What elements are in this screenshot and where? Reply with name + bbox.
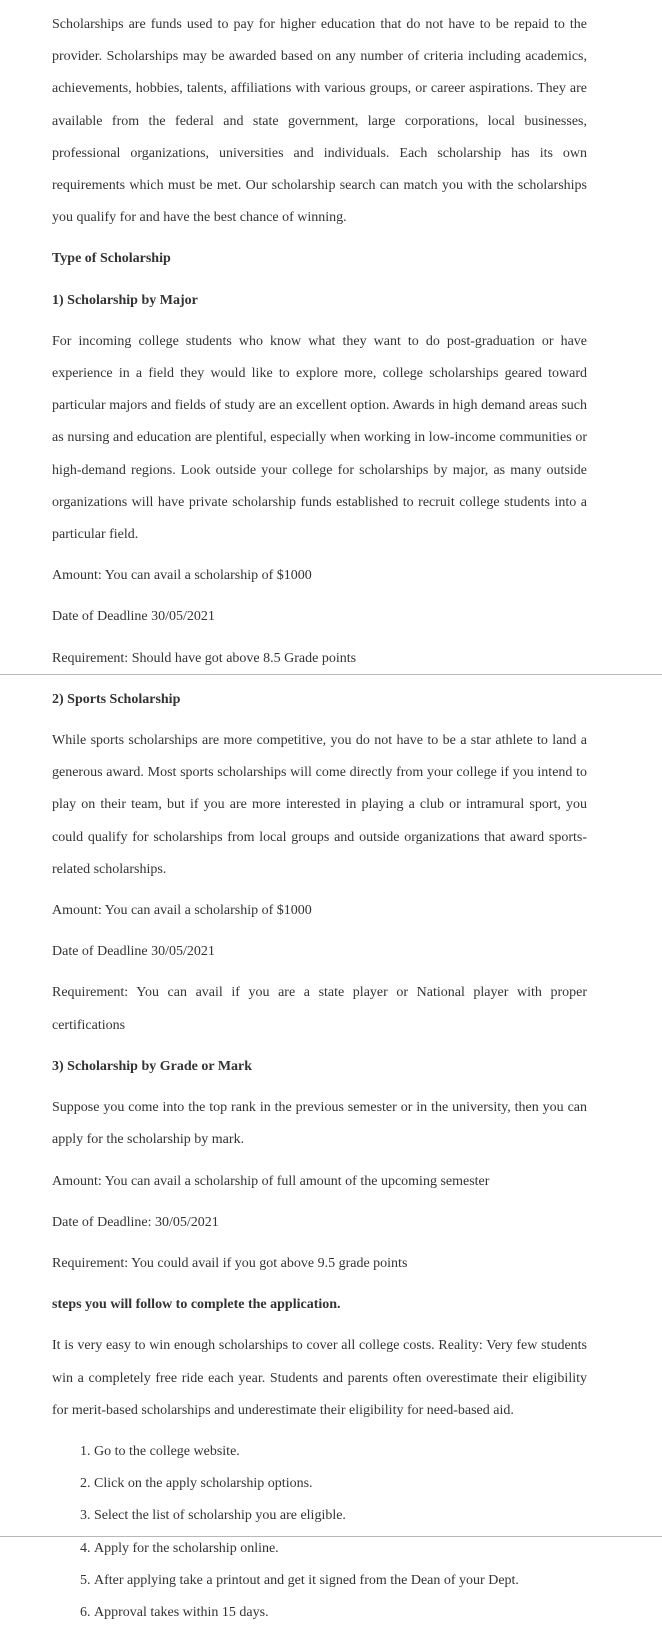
steps-heading: steps you will follow to complete the application.: [52, 1297, 341, 1313]
major-requirement: Requirement: Should have got above 8.5 Grade points: [52, 650, 357, 666]
list-item: 5. After applying take a printout and get it signed from the Dean of your Dept.: [94, 1565, 587, 1597]
intro-paragraph: Scholarships are funds used to pay for higher education that do not have to be repaid to the provider. Scholarships may be awarded based on any number of criteria including academics, achievements, hobbies, talents, affiliations with various groups, or career aspirations. They are available from the federal and state government, large corporations, local businesses, professional organizations, universities and individuals. Each scholarship has its own requirements which must be met. Our scholarship search can match you with the scholarships you qualify for and have the best chance of winning.: [52, 17, 587, 226]
list-item: 2. Click on the apply scholarship options.: [94, 1468, 587, 1500]
list-item: 6. Approval takes within 15 days.: [94, 1597, 587, 1629]
sports-amount: Amount: You can avail a scholarship of $1000: [52, 903, 312, 919]
grade-requirement: Requirement: You could avail if you got above 9.5 grade points: [52, 1255, 408, 1271]
list-item: 1. Go to the college website.: [94, 1436, 587, 1468]
page-divider-2: [0, 1536, 662, 1537]
sports-requirement: Requirement: You can avail if you are a state player or National player with proper certifications: [52, 985, 587, 1033]
major-amount: Amount: You can avail a scholarship of $1000: [52, 568, 312, 584]
grade-deadline: Date of Deadline: 30/05/2021: [52, 1214, 219, 1230]
major-body: For incoming college students who know what they want to do post-graduation or have experience in a field they would like to explore more, college scholarships geared toward particular majors and fields of study are an excellent option. Awards in high demand areas such as nursing and education are plentiful, especially when working in low-income communities or high-demand regions. Look outside your college for scholarships by major, as many outside organizations will have private scholarship funds established to recruit college students into a particular field.: [52, 333, 587, 543]
document-body: [52, 9, 587, 1629]
grade-heading: 3) Scholarship by Grade or Mark: [52, 1058, 253, 1074]
list-item: 4. Apply for the scholarship online.: [94, 1533, 587, 1565]
major-heading: 1) Scholarship by Major: [52, 292, 198, 308]
grade-body: Suppose you come into the top rank in the previous semester or in the university, then you can apply for the scholarship by mark.: [52, 1100, 587, 1148]
grade-amount: Amount: You can avail a scholarship of full amount of the upcoming semester: [52, 1173, 490, 1189]
major-deadline: Date of Deadline 30/05/2021: [52, 609, 215, 625]
page-divider-1: [0, 674, 662, 675]
sports-body: While sports scholarships are more competitive, you do not have to be a star athlete to land a generous award. Most sports scholarships will come directly from your college if you intend to play on their team, but if you are more interested in playing a club or intramural sport, you could qualify for scholarships from local groups and outside organizations that award sports-related scholarships.: [52, 733, 587, 877]
type-heading: Type of Scholarship: [52, 251, 171, 267]
sports-heading: 2) Sports Scholarship: [52, 691, 181, 707]
steps-list: [52, 1436, 587, 1629]
sports-deadline: Date of Deadline 30/05/2021: [52, 944, 215, 960]
steps-body: It is very easy to win enough scholarships to cover all college costs. Reality: Very few students win a completely free ride each year. Students and parents often overestimate their eligibility for merit-based scholarships and underestimate their eligibility for need-based aid.: [52, 1338, 587, 1418]
list-item: 3. Select the list of scholarship you are eligible.: [94, 1500, 587, 1532]
